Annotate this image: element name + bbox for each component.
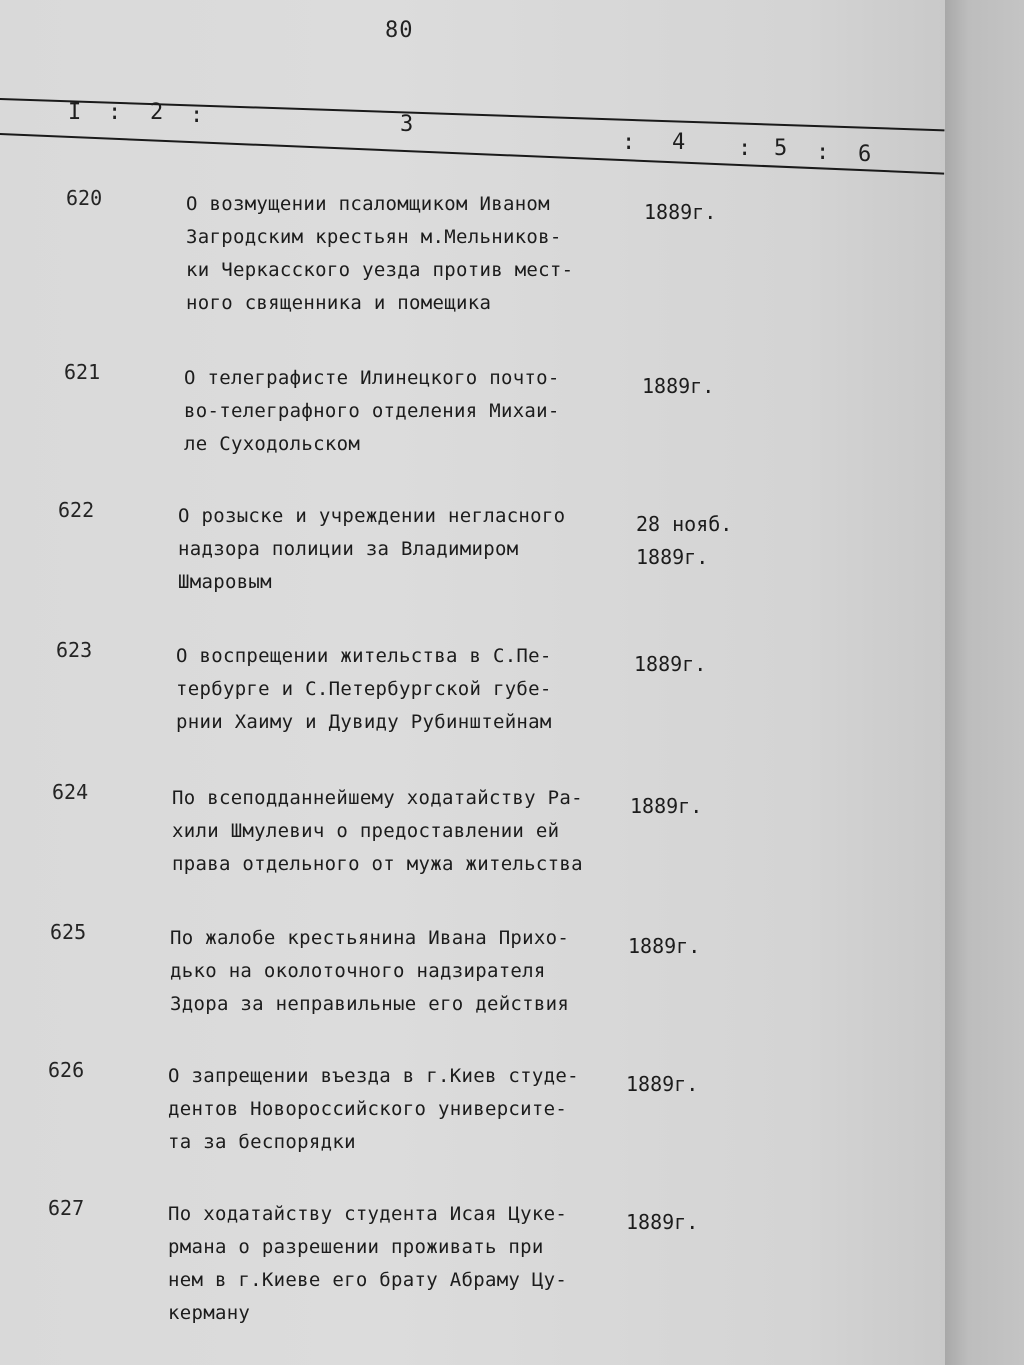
entry-date (628, 930, 700, 963)
column-separator: : (108, 100, 122, 125)
entry-date-line: 1889г. (642, 374, 715, 398)
entry-description-line: По жалобе крестьянина Ивана Прихо- (170, 927, 570, 949)
column-header-1: I (68, 100, 82, 125)
entry-description-line: надзора полиции за Владимиром (178, 538, 519, 560)
entry-description-line: По ходатайству студента Исая Цуке- (168, 1203, 568, 1225)
entry-description (172, 782, 632, 881)
entry-date-line: 1889г. (626, 1072, 699, 1096)
entry-number: 623 (56, 638, 93, 662)
column-separator: : (190, 103, 204, 128)
entry-description (176, 640, 636, 739)
entry-date (634, 648, 706, 681)
entry-620 (66, 186, 945, 326)
entry-number: 624 (52, 780, 89, 804)
entry-date (644, 196, 716, 229)
entry-date-line: 1889г. (626, 1210, 699, 1234)
entry-description-line: права отдельного от мужа жительства (172, 853, 583, 875)
entry-date-line: 1889г. (630, 794, 703, 818)
entry-description-line: рмана о разрешении проживать при (168, 1236, 544, 1258)
entry-date-line: 1889г. (634, 652, 707, 676)
column-header-4: 4 (672, 130, 686, 155)
entry-number: 625 (50, 920, 87, 944)
entry-description-line: Шмаровым (178, 571, 272, 593)
entry-description (168, 1060, 628, 1159)
column-header-5: 5 (774, 136, 788, 161)
page-number: 80 (385, 18, 414, 43)
entry-date (630, 790, 702, 823)
entry-622 (58, 498, 945, 638)
entry-description-line: хили Шмулевич о предоставлении ей (172, 820, 560, 842)
entry-description (178, 500, 638, 599)
entry-description-line: О воспрещении жительства в С.Пе- (176, 645, 552, 667)
entry-description-line: О возмущении псаломщиком Иваном (186, 193, 550, 215)
entry-date (642, 370, 714, 403)
entry-description-line: О розыске и учреждении негласного (178, 505, 566, 527)
entry-description (168, 1198, 628, 1330)
column-separator: : (622, 130, 636, 155)
entry-number: 626 (48, 1058, 85, 1082)
entry-description-line: ного священника и помещика (186, 292, 492, 314)
column-separator: : (738, 136, 752, 161)
entry-description-line: во-телеграфного отделения Михаи- (184, 400, 560, 422)
entry-description-line: Здора за неправильные его действия (170, 993, 570, 1015)
entry-number: 621 (64, 360, 101, 384)
entry-number: 620 (66, 186, 103, 210)
entry-description-line: дентов Новороссийского университе- (168, 1098, 568, 1120)
entry-description-line: рнии Хаиму и Дувиду Рубинштейнам (176, 711, 552, 733)
entry-description-line: тербурге и С.Петербургской губе- (176, 678, 552, 700)
entry-description-line: дько на околоточного надзирателя (170, 960, 546, 982)
entry-description-line: керману (168, 1302, 251, 1324)
entry-621 (64, 360, 945, 500)
entry-description-line: та за беспорядки (168, 1131, 356, 1153)
entry-description (186, 188, 646, 320)
entry-description-line: ки Черкасского уезда против мест- (186, 259, 574, 281)
entry-626 (48, 1058, 945, 1198)
entry-date (636, 508, 732, 574)
entry-number: 622 (58, 498, 95, 522)
entry-date-line: 1889г. (636, 545, 709, 569)
entry-description (184, 362, 644, 461)
entry-description-line: О телеграфисте Илинецкого почто- (184, 367, 560, 389)
entry-date (626, 1206, 698, 1239)
column-separator: : (816, 140, 830, 165)
entry-number: 627 (48, 1196, 85, 1220)
entry-date-line: 1889г. (628, 934, 701, 958)
column-header-6: 6 (858, 142, 872, 167)
entry-624 (52, 780, 945, 920)
entry-description (170, 922, 630, 1021)
entry-627 (48, 1196, 945, 1336)
entry-625 (50, 920, 945, 1060)
entry-description-line: Загродским крестьян м.Мельников- (186, 226, 562, 248)
entry-description-line: нем в г.Киеве его брату Абраму Цу- (168, 1269, 568, 1291)
entry-date-line: 1889г. (644, 200, 717, 224)
entry-description-line: О запрещении въезда в г.Киев студе- (168, 1065, 579, 1087)
column-header-2: 2 (150, 100, 164, 125)
entry-description-line: ле Суходольском (184, 433, 361, 455)
column-header-3: 3 (400, 112, 414, 137)
entry-date (626, 1068, 698, 1101)
entry-description-line: По всеподданнейшему ходатайству Ра- (172, 787, 583, 809)
entry-date-line: 28 нояб. (636, 512, 733, 536)
entry-623 (56, 638, 945, 778)
page-edge-shadow (945, 0, 1024, 1365)
